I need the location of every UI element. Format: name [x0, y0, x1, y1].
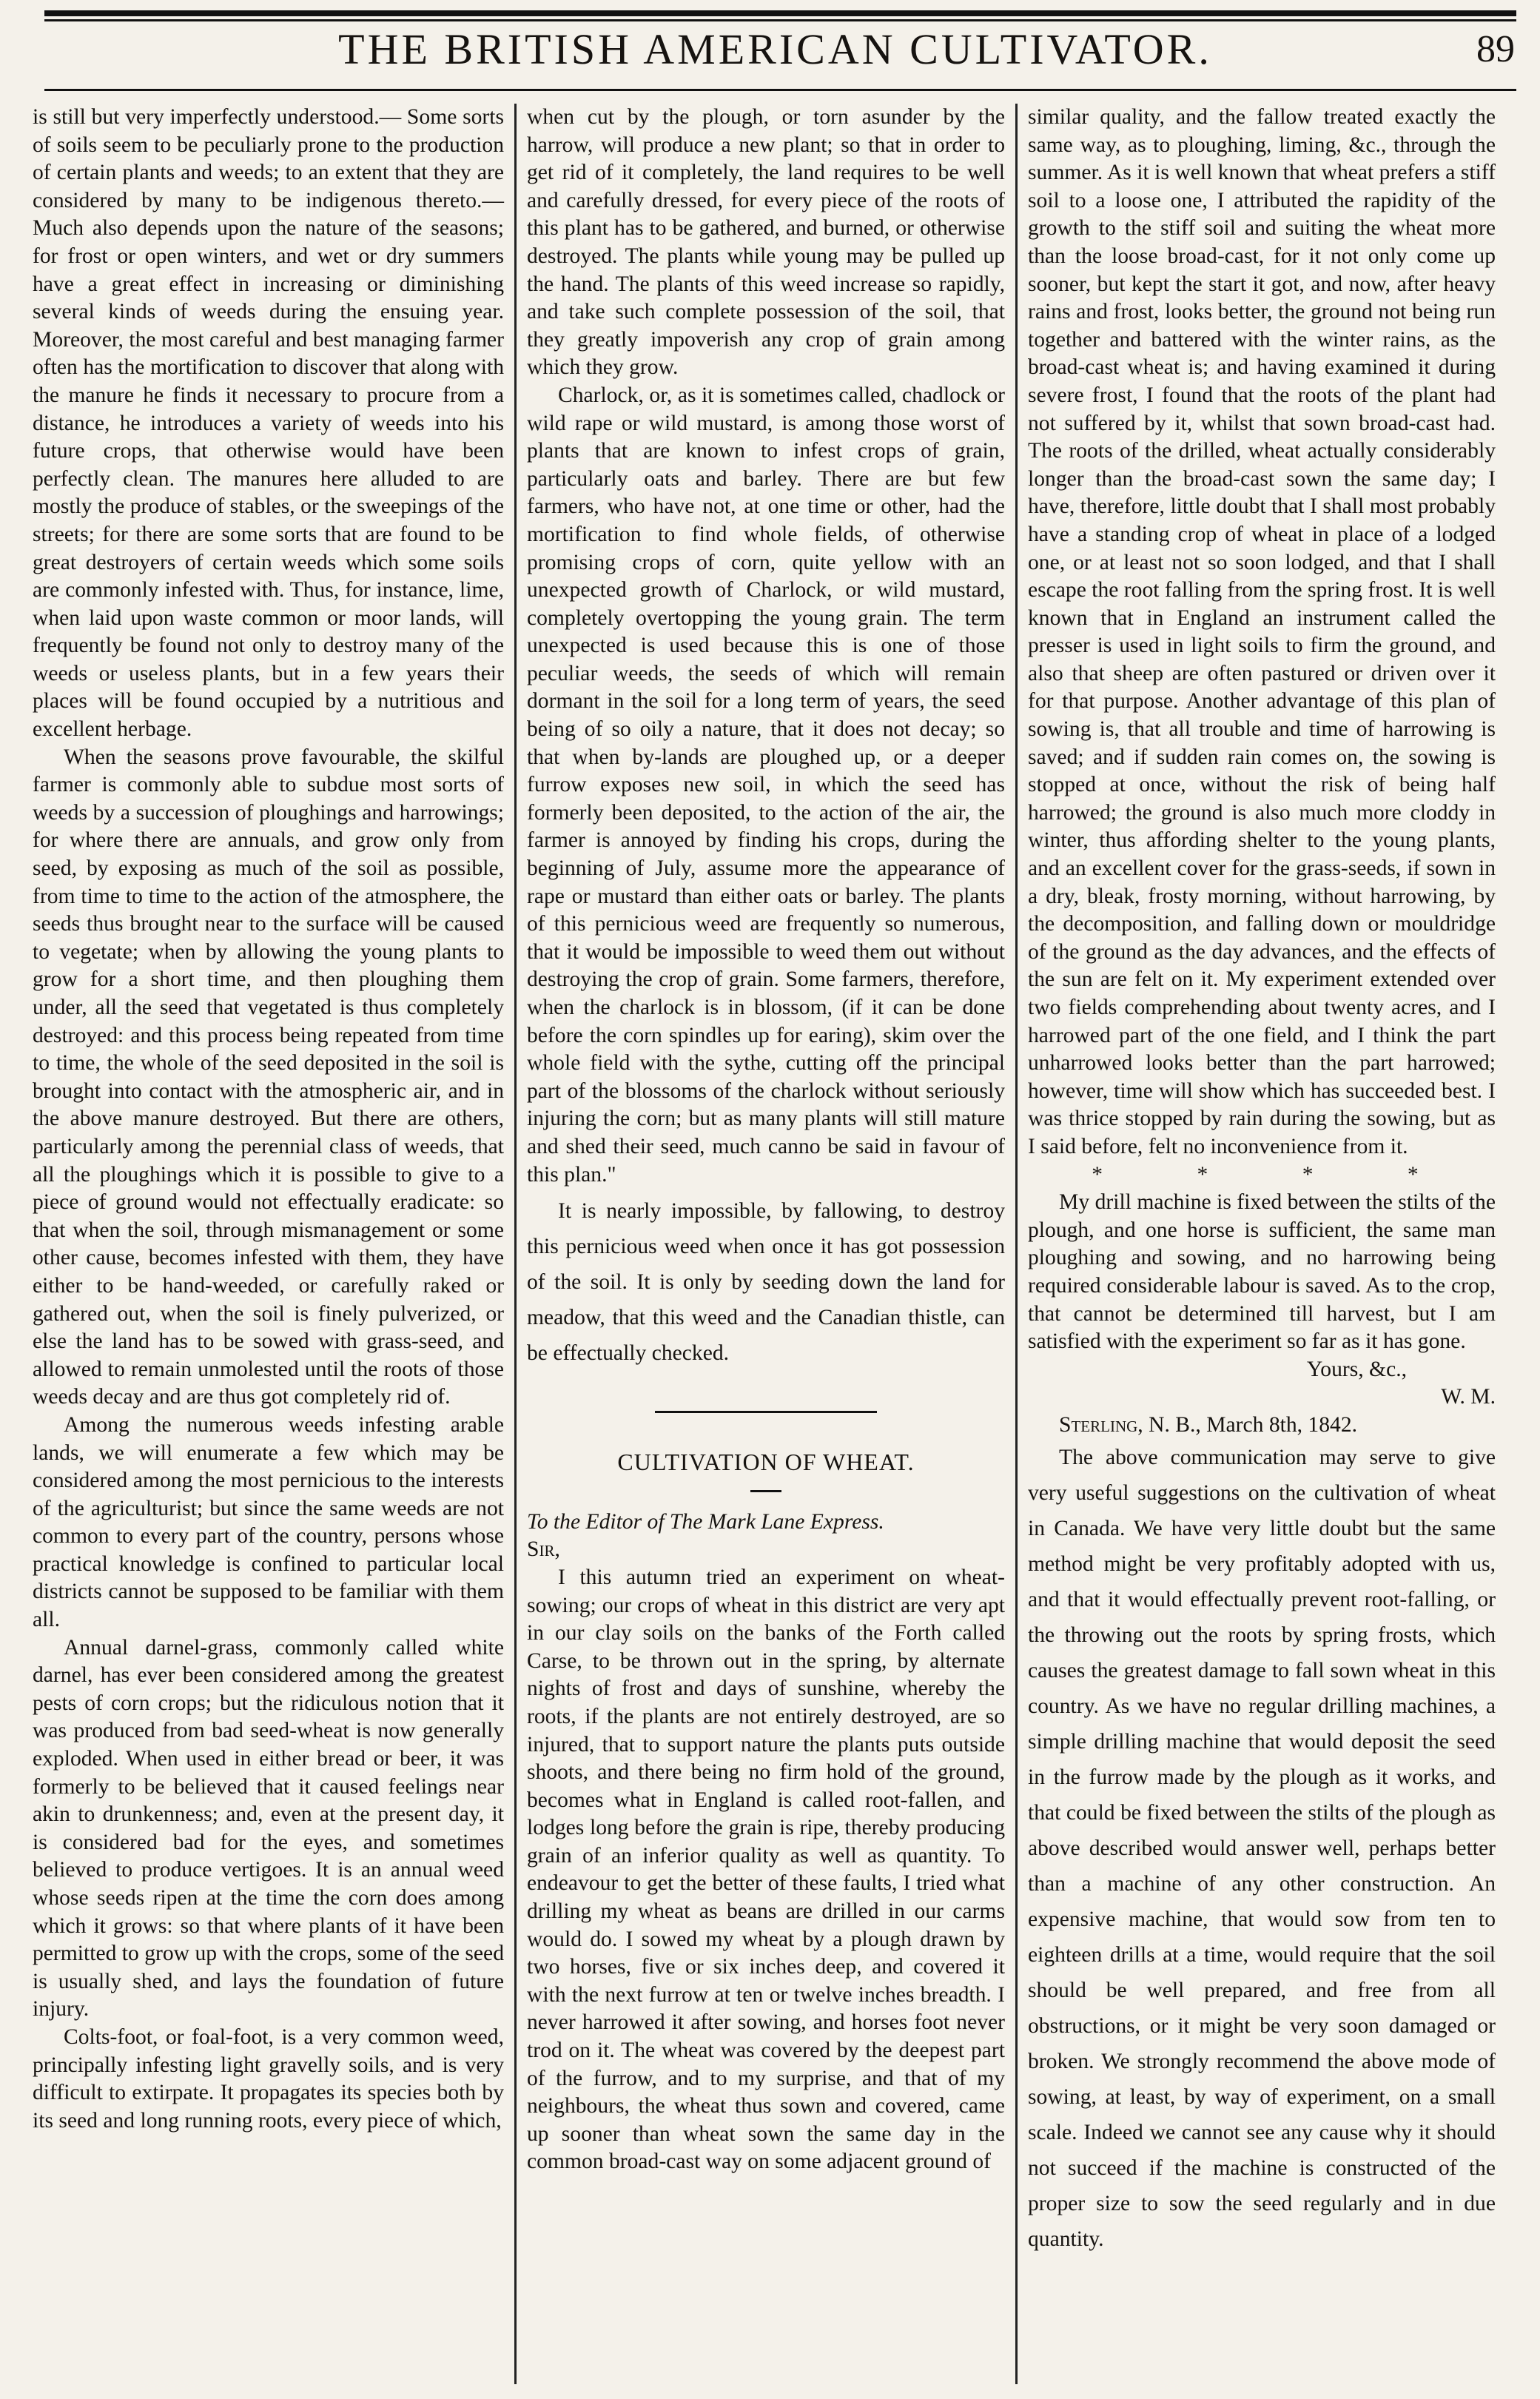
- paragraph: When the seasons prove favourable, the skilful farmer is commonly able to subdue most sorts of weeds by a succession of ploughings and harrowings; for where there are annuals, and grow only from seed, by exposing as much of the soil as possible, from time to time to the action of the atmosphere, the seeds thus brought near to the surface will be caused to vegetate; when by allowing the young plants to grow for a short time, and then ploughing them under, all the seed that vegetated is thus completely destroyed: and this process being repeated from time to time, the whole of the seed deposited in the soil is brought into contact with the atmospheric air, and in the above manure destroyed. But there are others, particularly among the perennial class of weeds, that all the ploughings which it is possible to give to a piece of ground would not effectually eradicate: so that when the soil, through mismanagement or some other cause, becomes infested with them, they have either to be hand-weeded, or carefully raked or gathered out, when the soil is finely pulverized, or else the land has to be sowed with grass-seed, and allowed to remain unmolested until the roots of those weeds decay and are thus got completely rid of.: [33, 745, 504, 1409]
- paragraph: Among the numerous weeds infesting arable lands, we will enumerate a few which may be considered among the most pernicious to the interests of the agriculturist; but since the same weeds are not common to every part of the country, persons whose practical knowledge is confined to particular local districts cannot be supposed to be familiar with them all.: [33, 1412, 504, 1632]
- page-number: 89: [1476, 28, 1515, 70]
- header-top-rule-thin: [44, 19, 1516, 21]
- paragraph: Colts-foot, or foal-foot, is a very common weed, principally infesting light gravelly soils, and is very difficult to extirpate. It propagates its species both by its seed and long running roots, every piece of which,: [33, 2024, 504, 2133]
- closing-paragraph: It is nearly impossible, by fallowing, to destroy this pernicious weed when once it has got possession of the soil. It is only by seeding down the land for meadow, that this weed and the Canadian thistle, can be effectually checked.: [527, 1199, 1005, 1366]
- editor-note: The above communication may serve to give very useful suggestions on the cultivation of wheat in Canada. We have very little doubt but the same method might be very profitably adopted with us, and that it would effectually prevent root-falling, or the throwing out the roots by spring frosts, which causes the greatest damage to fall sown wheat in this country. As we have no regular drilling machines, a simple drilling machine that would deposit the seed in the furrow made by the plough as it works, and that could be fixed between the stilts of the plough as above described would answer well, perhaps better than a machine of any other construction. An expensive machine, that would sow from ten to eighteen drills at a time, would require that the soil should be well prepared, and free from all obstructions, or it might be very soon damaged or broken. We strongly recommend the above mode of sowing, at least, by way of experiment, on a small scale. Indeed we cannot see any cause why it should not succeed if the machine is constructed of the proper size to sow the seed regularly and in due quantity.: [1028, 1445, 1496, 2251]
- paragraph: Charlock, or, as it is sometimes called, chadlock or wild rape or wild mustard, is among those worst of plants that are known to infest crops of grain, particularly oats and barley. There are but few farmers, who have not, at one time or other, had the mortification to find whole fields, of otherwise promising crops of corn, quite yellow with an unexpected growth of Charlock, or wild mustard, completely overtopping the young grain. The term unexpected is used because this is one of those peculiar weeds, the seeds of which will remain dormant in the soil for a long term of years, the seed being of so oily a nature, that it does not decay; so that when by-lands are ploughed up, or a deeper furrow exposes new soil, in which the seed has formerly been deposited, to the action of the air, the farmer is annoyed by finding his crops, during the beginning of July, assume more the appearance of rape or mustard than either oats or barley. The plants of this pernicious weed are frequently so numerous, that it would be impossible to weed them out without destroying the crop of grain. Some farmers, therefore, when the charlock is in blossom, (if it can be done before the corn spindles up for earing), skim over the whole field with the sythe, cutting off the principal part of the blossoms of the charlock without seriously injuring the corn; but as many plants will still mature and shed their seed, much canno be said in favour of this plan.": [527, 383, 1005, 1187]
- letter-salutation: Sir,: [527, 1537, 560, 1562]
- column-1: [22, 104, 514, 2384]
- ellipsis-stars: * * * *: [1092, 1162, 1463, 1187]
- section-divider: [655, 1411, 877, 1413]
- article-columns: [22, 104, 1528, 2384]
- header-top-rule: [44, 10, 1516, 16]
- letter-paragraph: I this autumn tried an experiment on wheat-sowing; our crops of wheat in this district are very apt in our clay soils on the banks of the Forth called Carse, to be thrown out in the spring, by alternate nights of frost and days of sunshine, whereby the roots, if the plants are not entirely destroyed, are so injured, that to support nature the plants puts outside shoots, and there being no firm hold of the ground, becomes what in England is called root-fallen, and lodges long before the grain is ripe, thereby producing grain of an inferior quality as well as quantity. To endeavour to get the better of these faults, I tried what drilling my wheat as beans are drilled in our carms would do. I sowed my wheat by a plough drawn by two horses, five or six inches deep, and covered it with the next furrow at ten or twelve inches breadth. I never harrowed it after sowing, and horses foot never trod on it. The wheat was covered by the deepest part of the furrow, and to my surprise, and that of my neighbours, the wheat thus sown and covered, came up sooner than wheat sown the same day in the common broad-cast way on some adjacent ground of: [527, 1565, 1005, 2174]
- dateline-place: Sterling, N. B.,: [1059, 1412, 1201, 1437]
- letter-continuation: similar quality, and the fallow treated exactly the same way, as to ploughing, liming, &c., through the summer. As it is well known that wheat prefers a stiff soil to a loose one, I attributed the rapidity of the growth to the stiff soil and suiting the wheat more than the loose broad-cast, for it not only come up sooner, but kept the start it got, and now, after heavy rains and frost, looks better, the ground not being run together and battered with the winter rains, as the broad-cast wheat is; and having examined it during severe frost, I found that the roots of the plant had not suffered by it, whilst that sown broad-cast had. The roots of the drilled, wheat actually considerably longer than the broad-cast sown the same day; I have, therefore, little doubt that I shall most probably have a standing crop of wheat in place of a lodged one, or at least not so soon lodged, and that I shall escape the root falling from the spring frost. It is well known that in England an instrument called the presser is used in light soils to firm the ground, and also that sheep are often pastured or driven over it for that purpose. Another advantage of this plan of sowing is, that all trouble and time of harrowing is saved; and if sudden rain comes on, the sowing is stopped at once, without the risk of being half harrowed; the ground is also much more cloddy in winter, thus affording shelter to the young plants, and an excellent cover for the grass-seeds, if sown in a dry, bleak, frosty morning, without harrowing, by the decomposition, and falling down or mouldridge of the ground as the day advances, and the effects of the sun are felt on it. My experiment extended over two fields comprehending about twenty acres, and I harrowed part of the one field, and I think the part unharrowed looks better than the part harrowed; however, time will show which has succeeded best. I was thrice stopped by rain during the sowing, but as I said before, felt no inconvenience from it.: [1028, 105, 1496, 1158]
- paragraph: is still but very imperfectly understood.— Some sorts of soils seem to be peculiarly prone to the production of certain plants and weeds; to an extent that they are considered by many to be indigenous thereto.— Much also depends upon the nature of the seasons; for frost or open winters, and wet or dry summers have a great effect in increasing or diminishing several kinds of weeds during the ensuing year. Moreover, the most careful and best managing farmer often has the mortification to discover that along with the manure he finds it necessary to procure from a distance, he introduces a variety of weeds into his future crops, that otherwise would have been perfectly clean. The manures here alluded to are mostly the produce of stables, or the sweepings of the streets; for there are some sorts that are found to be great destroyers of certain weeds which some soils are commonly infested with. Thus, for instance, lime, when laid upon waste common or moor lands, will frequently be found not only to destroy many of the weeds or useless plants, but in a few years their places will be found occupied by a nutritious and excellent herbage.: [33, 105, 504, 742]
- dateline-date: March 8th, 1842.: [1206, 1412, 1358, 1437]
- column-3: [1018, 104, 1506, 2384]
- letter-paragraph: My drill machine is fixed between the stilts of the plough, and one horse is sufficient, the same man ploughing and sowing, and no harrowing being required considerable labour is saved. As to the crop, that cannot be determined till harvest, but I am satisfied with the experiment so far as it has gone.: [1028, 1190, 1496, 1354]
- letter-addressee: To the Editor of The Mark Lane Express.: [527, 1509, 884, 1534]
- heading-underline: [750, 1490, 781, 1492]
- running-title: THE BRITISH AMERICAN CULTIVATOR.: [338, 25, 1212, 73]
- letter-dateline: [1028, 1412, 1496, 1440]
- section-heading: CULTIVATION OF WHEAT.: [617, 1449, 915, 1476]
- paragraph: Annual darnel-grass, commonly called white darnel, has ever been considered among the greatest pests of corn crops; but the ridiculous notion that it was produced from bad seed-wheat is now generally exploded. When used in either bread or beer, it was formerly to be believed that it caused feelings near akin to drunkenness; and, even at the present day, it is considered bad for the eyes, and sometimes believed to produce vertigoes. It is an annual weed whose seeds ripen at the time the corn does among which it grows: so that where plants of it have been permitted to grow up with the crops, some of the seed is usually shed, and lays the foundation of future injury.: [33, 1635, 504, 2021]
- page-header: [22, 0, 1528, 102]
- letter-closing: Yours, &c.,: [1306, 1357, 1407, 1381]
- letter-signature: W. M.: [1441, 1385, 1496, 1409]
- column-2: [514, 104, 1018, 2384]
- paragraph: when cut by the plough, or torn asunder by the harrow, will produce a new plant; so that in order to get rid of it completely, the land requires to be well and carefully dressed, for every piece of the roots of this plant has to be gathered, and burned, or otherwise destroyed. The plants while young may be pulled up the hand. The plants of this weed increase so rapidly, and take such complete possession of the soil, that they greatly impoverish any crop of grain among which they grow.: [527, 105, 1005, 380]
- header-bottom-rule: [44, 89, 1516, 91]
